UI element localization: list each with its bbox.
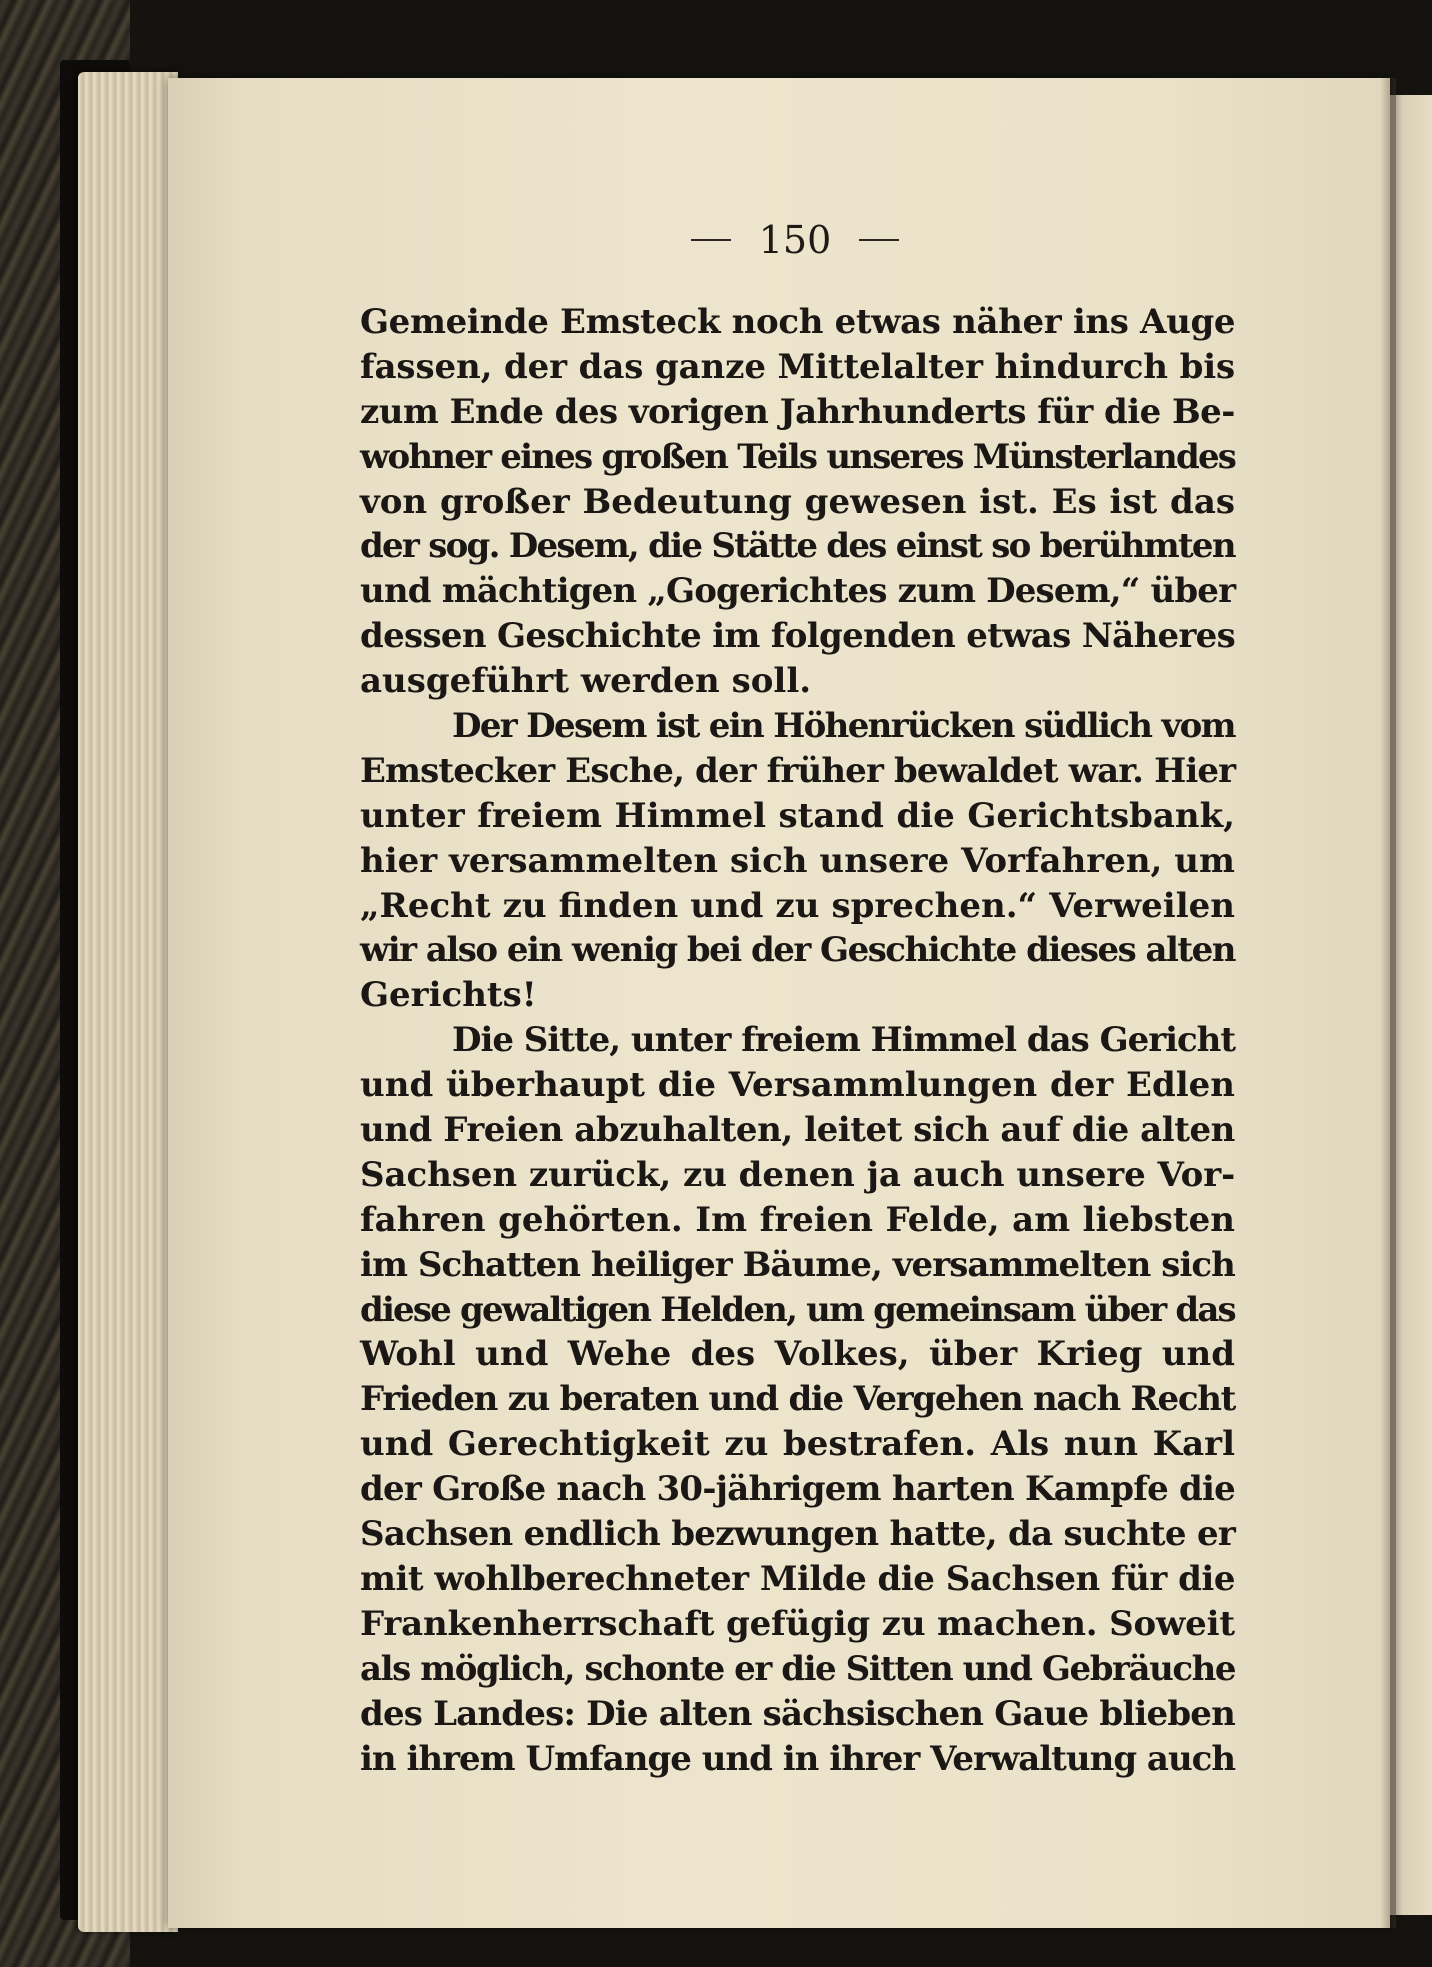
text-line: fassen, der das ganze Mittelalter hindurch bis: [360, 346, 1236, 387]
text-line: Die Sitte, unter freiem Himmel das Gericht: [452, 1020, 1236, 1061]
text-line: Gemeinde Emsteck noch etwas näher ins Auge: [360, 302, 1236, 342]
text-line: und Freien abzuhalten, leitet sich auf die alten: [360, 1110, 1235, 1151]
text-line: wir also ein wenig bei der Geschichte dieses alten: [360, 930, 1235, 971]
text-line: der Große nach 30-jährigem harten Kampfe die: [360, 1469, 1236, 1510]
text-line: Gerichts!: [360, 975, 537, 1016]
text-line: Der Desem ist ein Höhenrücken südlich vom: [452, 706, 1235, 747]
text-line: der sog. Desem, die Stätte des einst so berühmten: [360, 526, 1235, 567]
next-page-edge: [1390, 95, 1432, 1915]
page-number: 150: [758, 218, 832, 262]
text-line: in ihrem Umfange und in ihrer Verwaltung auch: [360, 1738, 1236, 1779]
text-line: Frankenherrschaft gefügig zu machen. Soweit: [360, 1603, 1235, 1644]
text-line: zum Ende des vorigen Jahrhunderts für die Be-: [360, 391, 1235, 432]
text-line: Frieden zu beraten und die Vergehen nach Recht: [360, 1379, 1236, 1420]
text-line: von großer Bedeutung gewesen ist. Es ist das: [360, 481, 1235, 522]
text-line: ausgeführt werden soll.: [360, 661, 812, 702]
text-line: fahren gehörten. Im freien Felde, am liebsten: [360, 1199, 1235, 1240]
header-dash-left: [691, 239, 731, 241]
text-line: dessen Geschichte im folgenden etwas Näheres: [360, 616, 1236, 657]
text-line: Emstecker Esche, der früher bewaldet war. Hier: [360, 750, 1236, 791]
text-line: im Schatten heiliger Bäume, versammelten sich: [360, 1244, 1235, 1285]
gutter-shadow: [1380, 78, 1396, 1928]
text-line: diese gewaltigen Helden, um gemeinsam über das: [360, 1289, 1235, 1330]
text-line: Sachsen zurück, zu denen ja auch unsere Vor-: [360, 1154, 1236, 1195]
text-line: Sachsen endlich bezwungen hatte, da suchte er: [360, 1514, 1236, 1555]
text-line: unter freiem Himmel stand die Gerichtsbank,: [360, 795, 1235, 836]
text-line: wohner eines großen Teils unseres Münsterlandes: [360, 436, 1236, 477]
text-line: „Recht zu finden und zu sprechen.“ Verweilen: [360, 885, 1235, 926]
text-line: und mächtigen „Gogerichtes zum Desem,“ über: [360, 571, 1236, 612]
page-edges: [78, 72, 178, 1932]
text-line: hier versammelten sich unsere Vorfahren, um: [360, 840, 1235, 881]
text-line: als möglich, schonte er die Sitten und Gebräuche: [360, 1648, 1236, 1689]
text-line: mit wohlberechneter Milde die Sachsen für die: [360, 1558, 1235, 1599]
header-dash-right: [859, 239, 899, 241]
text-line: des Landes: Die alten sächsischen Gaue blieben: [360, 1693, 1235, 1734]
page-header: [665, 218, 925, 262]
text-line: Wohl und Wehe des Volkes, über Krieg und: [360, 1334, 1235, 1375]
text-line: und überhaupt die Versammlungen der Edlen: [360, 1065, 1235, 1106]
text-line: und Gerechtigkeit zu bestrafen. Als nun Karl: [360, 1424, 1235, 1465]
body-text: [360, 300, 1235, 1781]
